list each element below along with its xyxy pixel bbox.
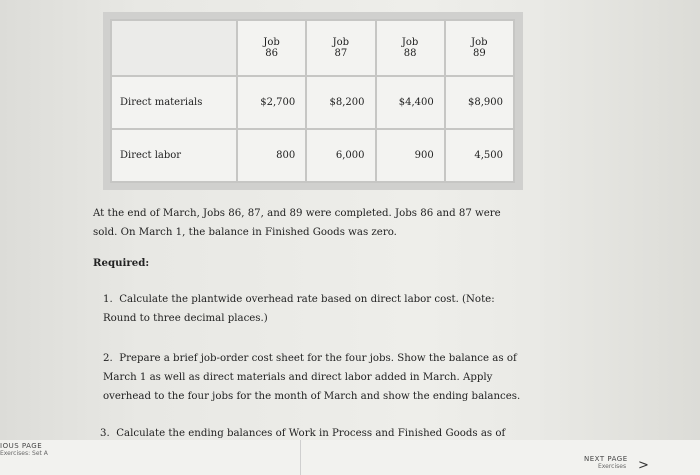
question-number: 1. (103, 294, 113, 305)
question-number: 3. (100, 428, 110, 439)
table-cell: 4,500 (445, 129, 514, 182)
col-header-job-87 (306, 20, 375, 76)
row-label: Direct materials (111, 76, 237, 129)
table-header-row (111, 20, 514, 76)
next-page-link[interactable] (584, 455, 628, 470)
col-header-label: Job (263, 37, 280, 48)
question-number: 2. (103, 353, 113, 364)
question-text: Calculate the ending balances of Work in Process and Finished Goods as of (116, 428, 506, 439)
col-header-number: 86 (265, 48, 278, 59)
table-cell: 900 (376, 129, 445, 182)
question-1 (103, 290, 513, 328)
question-2 (103, 349, 528, 406)
table-row-direct-labor (111, 129, 514, 182)
col-header-number: 88 (403, 48, 417, 59)
table-row-direct-materials (111, 76, 514, 129)
col-header-job-89 (445, 20, 514, 76)
col-header-job-86 (237, 20, 306, 76)
col-header-label: Job (332, 37, 350, 48)
col-header-number: 87 (334, 48, 348, 59)
col-header-number: 89 (473, 48, 486, 59)
question-text: Calculate the plantwide overhead rate based on direct labor cost. (Note: Round to three decimal places.) (103, 294, 495, 324)
row-label: Direct labor (111, 129, 237, 182)
footer-divider (300, 440, 301, 475)
previous-page-sublabel: Exercises: Set A (0, 450, 48, 457)
table-cell: 6,000 (306, 129, 375, 182)
table-cell: 800 (237, 129, 306, 182)
next-page-label: NEXT PAGE (584, 455, 628, 463)
table-corner-cell (111, 20, 237, 76)
job-cost-table (110, 19, 515, 183)
problem-paragraph: At the end of March, Jobs 86, 87, and 89 were completed. Jobs 86 and 87 were sold. On March 1, the balance in Finished Goods was zero. (93, 208, 501, 238)
previous-page-label: IOUS PAGE (0, 442, 43, 450)
table-cell: $8,200 (306, 76, 375, 129)
table-cell: $2,700 (237, 76, 306, 129)
table-cell: $8,900 (445, 76, 514, 129)
page-margin (540, 0, 700, 440)
chevron-right-icon[interactable]: > (638, 458, 649, 473)
previous-page-link[interactable] (0, 442, 48, 457)
required-heading: Required: (93, 257, 150, 269)
next-page-sublabel: Exercises (598, 463, 627, 470)
job-cost-table-wrap (103, 12, 523, 190)
table-cell: $4,400 (376, 76, 445, 129)
col-header-label: Job (401, 37, 419, 48)
question-text: Prepare a brief job-order cost sheet for the four jobs. Show the balance as of March 1 as well as direct materials and direct labor added in March. Apply overhead to the four jobs for the month of March and show the ending balances. (103, 353, 521, 402)
col-header-label: Job (471, 37, 488, 48)
col-header-job-88 (376, 20, 445, 76)
